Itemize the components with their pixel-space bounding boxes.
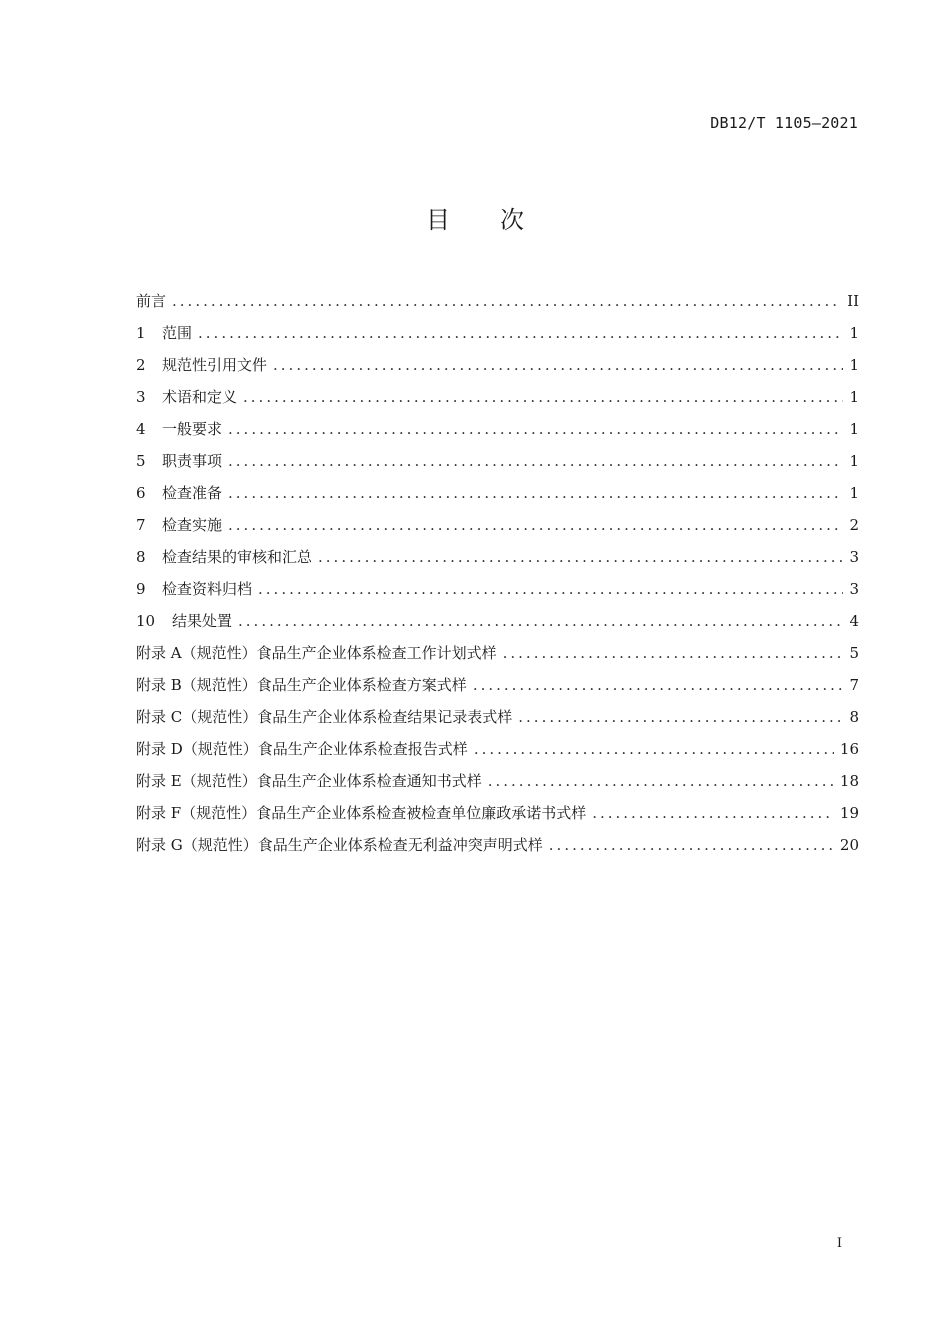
toc-entry[interactable] bbox=[136, 349, 859, 381]
toc-annex-page: 18 bbox=[839, 772, 859, 790]
toc-entry-page: 1 bbox=[849, 356, 859, 374]
toc-entry-number: 3 bbox=[136, 388, 146, 406]
toc-leader-dots bbox=[228, 477, 843, 509]
toc-leader-dots bbox=[243, 381, 843, 413]
toc-annex-label: 食品生产企业体系检查被检查单位廉政承诺书式样 bbox=[256, 804, 587, 822]
toc-leader-dots bbox=[228, 509, 843, 541]
toc-entry-label: 检查实施 bbox=[162, 516, 223, 534]
standard-number: DB12/T 1105—2021 bbox=[710, 114, 858, 132]
toc-entry-label: 检查准备 bbox=[162, 484, 223, 502]
toc-annex-page: 19 bbox=[839, 804, 859, 822]
toc-annex-prefix: 附录 G（规范性） bbox=[136, 836, 258, 854]
toc-annex-entry[interactable] bbox=[136, 701, 859, 733]
toc-leader-dots bbox=[473, 669, 844, 701]
toc-annex-page: 16 bbox=[839, 740, 859, 758]
toc-annex-entry[interactable] bbox=[136, 637, 859, 669]
toc-entry-number: 2 bbox=[136, 356, 146, 374]
toc-leader-dots bbox=[318, 541, 843, 573]
toc-entry-page: 3 bbox=[849, 548, 859, 566]
toc-entry-number: 4 bbox=[136, 420, 146, 438]
toc-leader-dots bbox=[503, 637, 844, 669]
toc-annex-label: 食品生产企业体系检查工作计划式样 bbox=[256, 644, 497, 662]
toc-leader-dots bbox=[488, 765, 834, 797]
toc-entry-page: 3 bbox=[849, 580, 859, 598]
toc-entry-number: 10 bbox=[136, 612, 156, 630]
toc-leader-dots bbox=[228, 445, 843, 477]
toc-annex-prefix: 附录 D（规范性） bbox=[136, 740, 258, 758]
toc-entry-page: 1 bbox=[849, 484, 859, 502]
toc-annex-page: 8 bbox=[849, 708, 859, 726]
toc-entry-page: 1 bbox=[849, 388, 859, 406]
toc-entry-label: 一般要求 bbox=[162, 420, 223, 438]
toc-entry-label: 规范性引用文件 bbox=[162, 356, 268, 374]
toc-entry-label: 前言 bbox=[136, 292, 167, 310]
toc-entry[interactable] bbox=[136, 541, 859, 573]
toc-entry-number: 8 bbox=[136, 548, 146, 566]
toc-entry[interactable] bbox=[136, 381, 859, 413]
toc-annex-prefix: 附录 C（规范性） bbox=[136, 708, 258, 726]
toc-entry-number: 6 bbox=[136, 484, 146, 502]
toc-annex-page: 5 bbox=[849, 644, 859, 662]
toc-entry-number: 9 bbox=[136, 580, 146, 598]
toc-annex-prefix: 附录 B（规范性） bbox=[136, 676, 257, 694]
toc-entry[interactable] bbox=[136, 317, 859, 349]
toc-entry-page: 1 bbox=[849, 324, 859, 342]
toc-entry-label: 检查资料归档 bbox=[162, 580, 253, 598]
toc-annex-label: 食品生产企业体系检查结果记录表式样 bbox=[257, 708, 513, 726]
toc-entry-number: 5 bbox=[136, 452, 146, 470]
toc-entry[interactable] bbox=[136, 509, 859, 541]
toc-entry-label: 检查结果的审核和汇总 bbox=[162, 548, 313, 566]
toc-entry-page: 2 bbox=[849, 516, 859, 534]
toc-leader-dots bbox=[258, 573, 843, 605]
toc-entry-number: 1 bbox=[136, 324, 146, 342]
toc-entry-page: 1 bbox=[849, 452, 859, 470]
toc-leader-dots bbox=[518, 701, 843, 733]
toc-annex-entry[interactable] bbox=[136, 765, 859, 797]
toc-annex-entry[interactable] bbox=[136, 669, 859, 701]
toc-entry-label: 范围 bbox=[162, 324, 193, 342]
toc-annex-prefix: 附录 E（规范性） bbox=[136, 772, 257, 790]
toc-annex-entry[interactable] bbox=[136, 733, 859, 765]
table-of-contents bbox=[136, 285, 859, 861]
toc-annex-prefix: 附录 A（规范性） bbox=[136, 644, 257, 662]
toc-entry-number: 7 bbox=[136, 516, 146, 534]
page-number: I bbox=[836, 1236, 842, 1251]
toc-entry-label: 术语和定义 bbox=[162, 388, 238, 406]
toc-entry[interactable] bbox=[136, 445, 859, 477]
toc-annex-page: 7 bbox=[849, 676, 859, 694]
toc-entry-page: 1 bbox=[849, 420, 859, 438]
toc-leader-dots bbox=[592, 797, 834, 829]
toc-entry-preface[interactable] bbox=[136, 285, 859, 317]
toc-entry[interactable] bbox=[136, 573, 859, 605]
toc-entry-page: II bbox=[847, 292, 859, 310]
toc-annex-entry[interactable] bbox=[136, 797, 859, 829]
toc-annex-label: 食品生产企业体系检查通知书式样 bbox=[256, 772, 482, 790]
toc-entry-label: 职责事项 bbox=[162, 452, 223, 470]
toc-annex-label: 食品生产企业体系检查报告式样 bbox=[257, 740, 468, 758]
page-title: 目次 bbox=[426, 206, 574, 234]
toc-annex-prefix: 附录 F（规范性） bbox=[136, 804, 257, 822]
toc-leader-dots bbox=[238, 605, 843, 637]
toc-entry[interactable] bbox=[136, 413, 859, 445]
toc-annex-label: 食品生产企业体系检查无利益冲突声明式样 bbox=[257, 836, 543, 854]
toc-leader-dots bbox=[228, 413, 843, 445]
toc-leader-dots bbox=[198, 317, 843, 349]
toc-annex-page: 20 bbox=[839, 836, 859, 854]
toc-entry-label: 结果处置 bbox=[172, 612, 233, 630]
toc-leader-dots bbox=[549, 829, 834, 861]
toc-leader-dots bbox=[474, 733, 834, 765]
toc-annex-label: 食品生产企业体系检查方案式样 bbox=[256, 676, 467, 694]
toc-entry[interactable] bbox=[136, 477, 859, 509]
toc-leader-dots bbox=[273, 349, 843, 381]
toc-annex-entry[interactable] bbox=[136, 829, 859, 861]
toc-entry[interactable] bbox=[136, 605, 859, 637]
toc-leader-dots bbox=[172, 285, 841, 317]
toc-entry-page: 4 bbox=[849, 612, 859, 630]
